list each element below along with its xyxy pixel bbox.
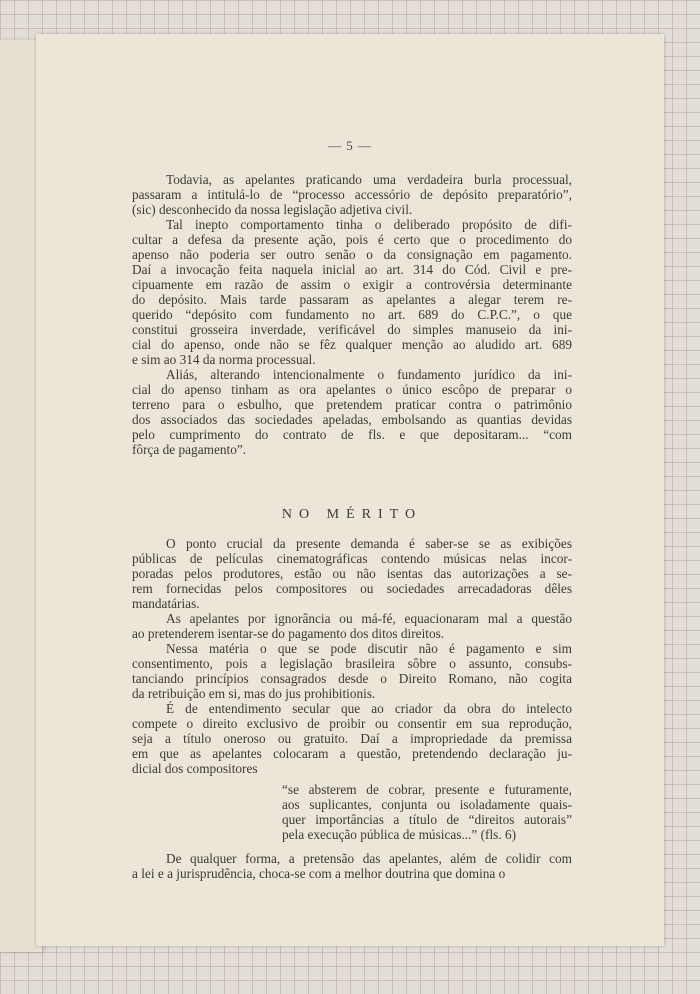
text-line: tanciando princípios consagrados desde o Direito Romano, não cogita — [132, 671, 572, 686]
paragraph — [132, 641, 572, 701]
text-line: públicas de películas cinematográficas contendo músicas nelas incor- — [132, 551, 572, 566]
text-line: Nessa matéria o que se pode discutir não é pagamento e sim — [166, 641, 572, 656]
text-line: compete o direito exclusivo de proibir ou consentir em sua reprodução, — [132, 716, 572, 731]
text-line: do depósito. Mais tarde passaram as apelantes a alegar terem re- — [132, 292, 572, 307]
text-line: a lei e a jurisprudência, choca-se com a melhor doutrina que domina o — [132, 866, 506, 881]
paragraph — [132, 536, 572, 611]
paragraph — [132, 172, 572, 217]
text-line: rem fornecidas pelos compositores ou sociedades arrecadadoras dêles — [132, 581, 572, 596]
quote-line: quer importâncias a título de “direitos autorais” — [282, 812, 572, 827]
paragraph — [132, 367, 572, 457]
text-line: Daí a invocação feita naquela inicial ao art. 314 do Cód. Civil e pre- — [132, 262, 572, 277]
text-line: mandatárias. — [132, 596, 200, 611]
text-line: De qualquer forma, a pretensão das apelantes, além de colidir com — [166, 851, 572, 866]
text-line: cultar a defesa da presente ação, pois é certo que o procedimento do — [132, 232, 572, 247]
block-quote — [282, 782, 572, 842]
text-line: querido “depósito com fundamento no art. 689 do C.P.C.”, o que — [132, 307, 572, 322]
document-page — [36, 34, 664, 946]
page-number: — 5 — — [328, 138, 372, 153]
paragraph — [132, 611, 572, 641]
text-line: (sic) desconhecido da nossa legislação adjetiva civil. — [132, 202, 413, 217]
text-line: passaram a intitulá-lo de “processo accessório de depósito preparatório”, — [132, 187, 572, 202]
quote-line: pela execução pública de músicas...” (fls. 6) — [282, 827, 517, 842]
text-line: e sim ao 314 da norma processual. — [132, 352, 316, 367]
quote-line: “se absterem de cobrar, presente e futuramente, — [282, 782, 572, 797]
text-line: seja a título oneroso ou gratuito. Daí a impropriedade da premissa — [132, 731, 572, 746]
text-line: terreno para o esbulho, que pretendem praticar contra o patrimônio — [132, 397, 572, 412]
text-line: apenso não poderia ser outro senão o da consignação em pagamento. — [132, 247, 572, 262]
text-line: As apelantes por ignorância ou má-fé, equacionaram mal a questão — [166, 611, 572, 626]
text-line: constitui grosseira inverdade, verificável do simples manuseio da ini- — [132, 322, 572, 337]
quote-line: aos suplicantes, conjunta ou isoladamente quais- — [282, 797, 572, 812]
paragraph — [132, 851, 572, 881]
text-line: cial do apenso, onde não se fêz qualquer menção ao aludido art. 689 — [132, 337, 572, 352]
text-line: O ponto crucial da presente demanda é saber-se se as exibições — [166, 536, 572, 551]
text-line: ao pretenderem isentar-se do pagamento dos ditos direitos. — [132, 626, 445, 641]
text-line: fôrça de pagamento”. — [132, 442, 247, 457]
text-line: dicial dos compositores — [132, 761, 258, 776]
text-line: consentimento, pois a legislação brasileira sôbre o assunto, consubs- — [132, 656, 572, 671]
paragraph — [132, 701, 572, 776]
text-line: dos associados das sociedades apeladas, embolsando as quantias devidas — [132, 412, 572, 427]
text-line: pelo cumprimento do contrato de fls. e que depositaram... “com — [132, 427, 572, 442]
text-line: cipuamente em razão de assim o exigir a controvérsia determinante — [132, 277, 572, 292]
section-heading: NO MÉRITO — [281, 507, 423, 522]
text-line: poradas pelos produtores, estão ou não isentas das autorizações a se- — [132, 566, 572, 581]
text-line: Todavia, as apelantes praticando uma verdadeira burla processual, — [166, 172, 572, 187]
text-line: É de entendimento secular que ao criador da obra do intelecto — [166, 701, 572, 716]
text-line: da retribuição em si, mas do jus prohibitionis. — [132, 686, 376, 701]
text-line: em que as apelantes colocaram a questão, pretendendo declaração ju- — [132, 746, 572, 761]
text-line: Tal inepto comportamento tinha o deliberado propósito de difi- — [166, 217, 572, 232]
paragraph — [132, 217, 572, 367]
text-line: cial do apenso tinham as ora apelantes o único escôpo de preparar o — [132, 382, 572, 397]
text-line: Aliás, alterando intencionalmente o fundamento jurídico da ini- — [166, 367, 572, 382]
